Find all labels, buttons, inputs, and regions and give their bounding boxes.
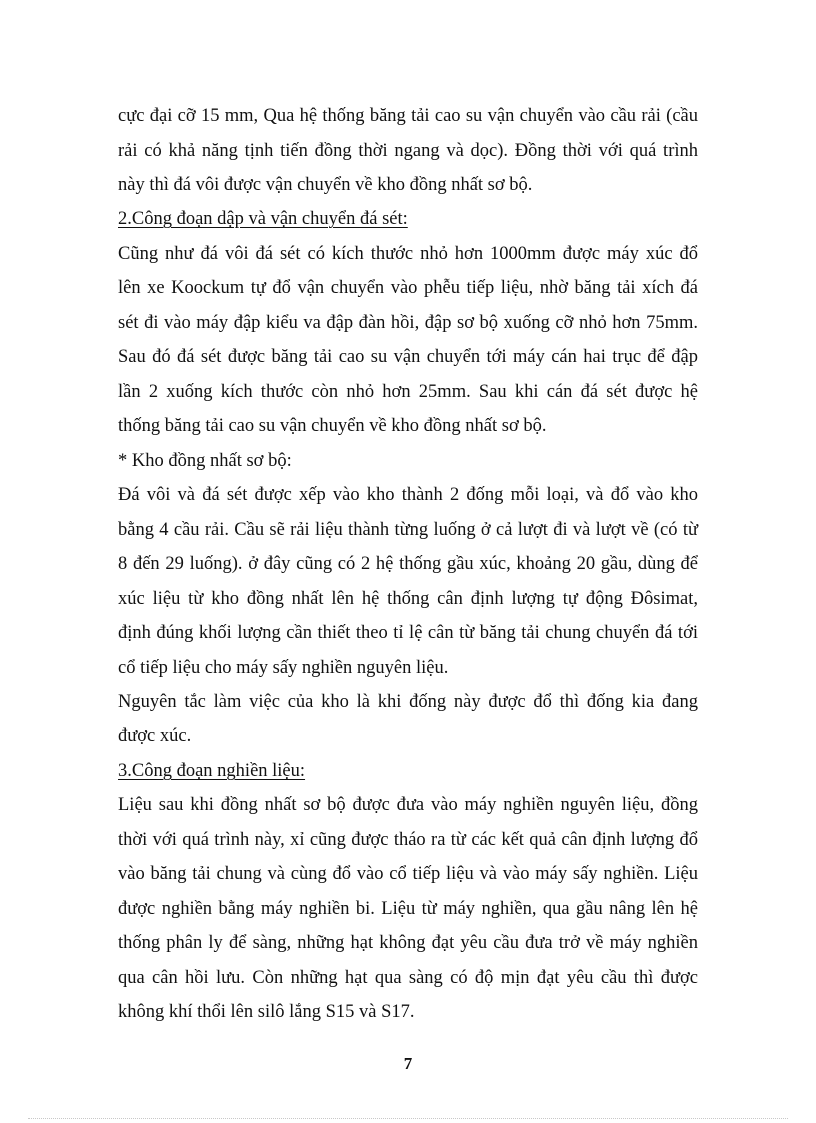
text-line: 8 đến 29 luống). ở đây cũng có 2 hệ thống gầu xúc, khoảng 20 gầu, dùng để (118, 554, 698, 574)
text-line: được nghiền bằng máy nghiền bi. Liệu từ máy nghiền, qua gầu nâng lên hệ (118, 899, 698, 919)
text-line: định đúng khối lượng cần thiết theo tỉ lệ cân từ băng tải chung chuyển đá tới (118, 623, 698, 643)
text-line: này thì đá vôi được vận chuyển về kho đồng nhất sơ bộ. (118, 175, 533, 195)
text-line: qua cân hồi lưu. Còn những hạt qua sàng có độ mịn đạt yêu cầu thì được (118, 968, 698, 988)
section-heading-clay-crushing: 2.Công đoạn dập và vận chuyển đá sét: (118, 209, 408, 229)
text-line: không khí thổi lên silô lắng S15 và S17. (118, 1002, 415, 1022)
section-heading-raw-milling: 3.Công đoạn nghiền liệu: (118, 761, 306, 781)
text-line: lên xe Koockum tự đổ vận chuyển vào phễu tiếp liệu, nhờ băng tải xích đá (118, 278, 698, 298)
text-line: cực đại cỡ 15 mm, Qua hệ thống băng tải cao su vận chuyển vào cầu rải (cầu (118, 106, 698, 126)
text-line: thống phân ly để sàng, những hạt không đạt yêu cầu đưa trở về máy nghiền (118, 933, 698, 953)
footer-divider (28, 1118, 788, 1119)
text-line: thống băng tải cao su vận chuyển về kho đồng nhất sơ bộ. (118, 416, 547, 436)
text-line: được xúc. (118, 726, 192, 746)
text-line: lần 2 xuống kích thước còn nhỏ hơn 25mm. Sau khi cán đá sét được hệ (118, 382, 698, 402)
text-line: Liệu sau khi đồng nhất sơ bộ được đưa vào máy nghiền nguyên liệu, đồng (118, 795, 698, 815)
subheading-preblending-store: * Kho đồng nhất sơ bộ: (118, 451, 292, 471)
text-line: Đá vôi và đá sét được xếp vào kho thành 2 đống mỗi loại, và đổ vào kho (118, 485, 698, 505)
text-line: bằng 4 cầu rải. Cầu sẽ rải liệu thành từng luống ở cả lượt đi và lượt về (có từ (118, 520, 698, 540)
text-line: sét đi vào máy đập kiểu va đập đàn hồi, đập sơ bộ xuống cỡ nhỏ hơn 75mm. (118, 313, 698, 333)
page-number: 7 (403, 1054, 413, 1073)
text-line: vào băng tải chung và cùng đổ vào cổ tiếp liệu và vào máy sấy nghiền. Liệu (118, 864, 698, 884)
text-line: rải có khả năng tịnh tiến đồng thời ngang và dọc). Đồng thời với quá trình (118, 141, 698, 161)
text-line: Nguyên tắc làm việc của kho là khi đống này được đổ thì đống kia đang (118, 692, 698, 712)
text-line: xúc liệu từ kho đồng nhất lên hệ thống cân định lượng tự động Đôsimat, (118, 589, 698, 609)
text-line: Sau đó đá sét được băng tải cao su vận chuyển tới máy cán hai trục để đập (118, 347, 698, 367)
text-line: cổ tiếp liệu cho máy sấy nghiền nguyên liệu. (118, 658, 449, 678)
text-line: thời với quá trình này, xỉ cũng được tháo ra từ các kết quả cân định lượng đổ (118, 830, 698, 850)
text-line: Cũng như đá vôi đá sét có kích thước nhỏ hơn 1000mm được máy xúc đổ (118, 244, 698, 264)
